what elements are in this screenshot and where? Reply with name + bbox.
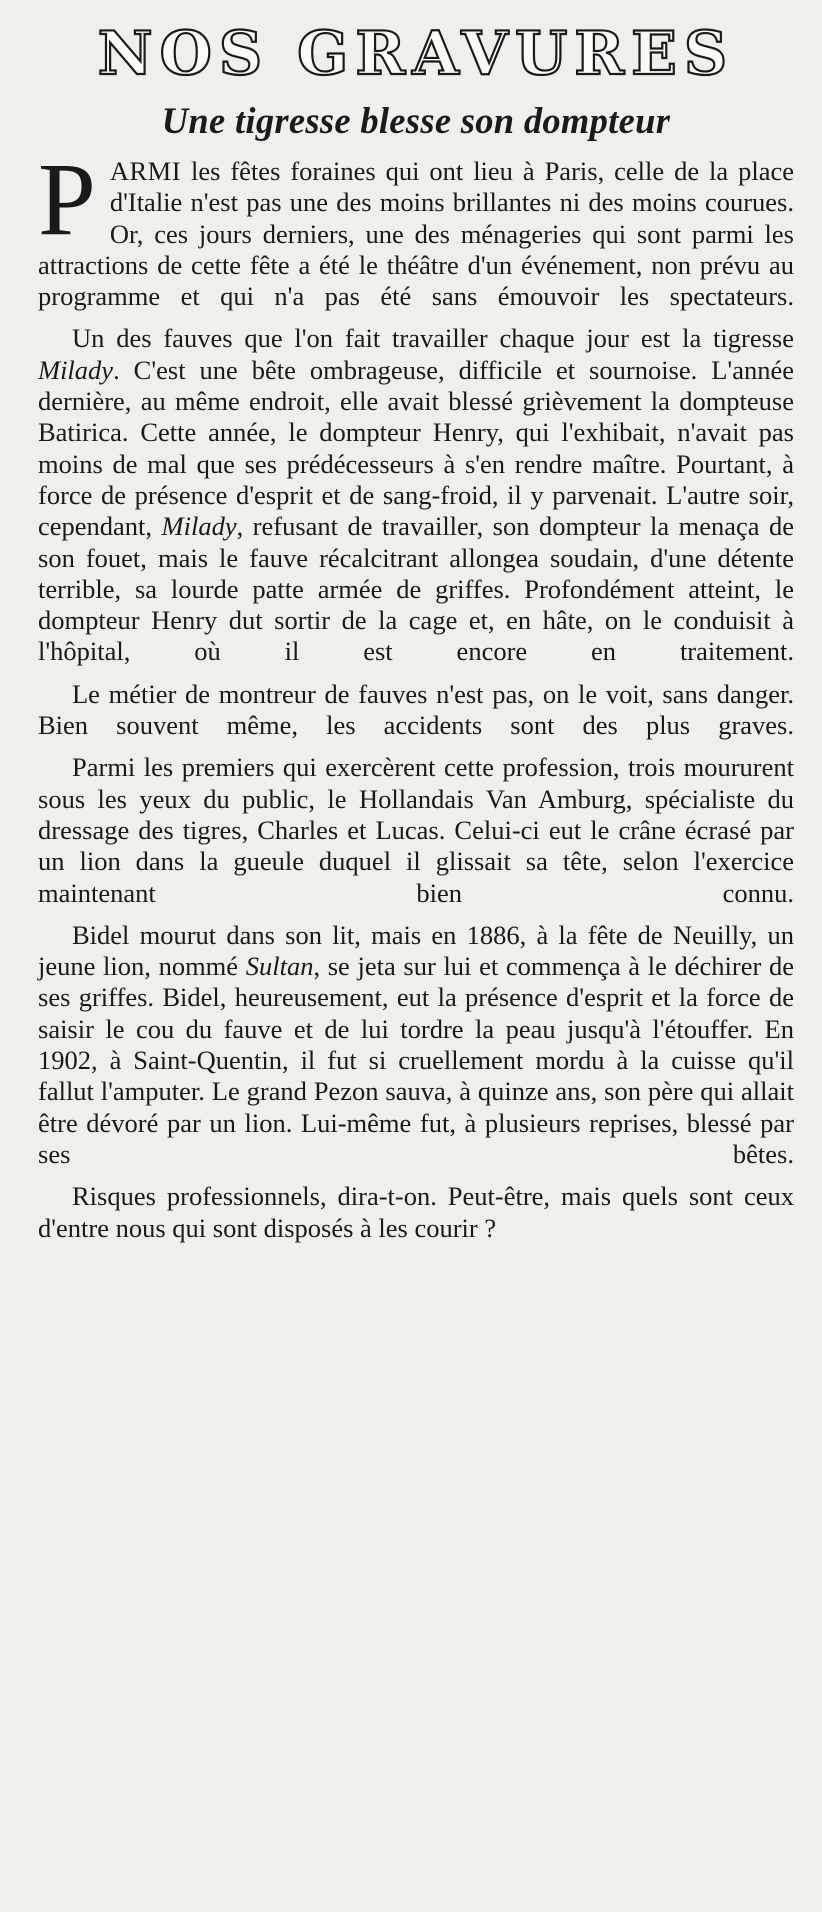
paragraph-2-text-c: . C'est une bête ombrageuse, difficile et sournoise. L'année dernière, au même endroit, elle avait blessé grièvement la dompteuse Batirica. Cette année, le dompteur Henry, qui l'exhibait, n'avait pas moins de mal que ses prédécesseurs à s'en rendre maître. Pourtant, à force de présence d'esprit et de sang-froid, il y parvenait. L'autre soir, cependant,	[38, 354, 794, 542]
paragraph-6: Risques professionnels, dira-t-on. Peut-être, mais quels sont ceux d'entre nous qui sont disposés à les courir ?	[38, 1181, 794, 1243]
tiger-name-milady-2: Milady	[161, 511, 237, 542]
article-title: Une tigresse blesse son dompteur	[161, 100, 671, 141]
paragraph-1-text: les fêtes foraines qui ont lieu à Paris, celle de la place d'Italie n'est pas une des moins brillantes ni des moins courues. Or, ces jours derniers, une des ménageries qui sont parmi les attractions de cette fête a été le théâtre d'un événement, non prévu au programme et qui n'a pas été sans émouvoir les spectateurs.	[38, 156, 794, 312]
paragraph-3: Le métier de montreur de fauves n'est pas, on le voit, sans danger. Bien souvent même, les accidents sont des plus graves.	[38, 678, 794, 741]
paragraph-2-text-e: , refusant de travailler, son dompteur la menaça de son fouet, mais le fauve récalcitrant allongea soudain, d'une détente terrible, sa lourde patte armée de griffes. Profondément atteint, le dompteur Henry dut sortir de la cage et, en hâte, on le conduisit à l'hôpital, où il est encore en traitement.	[38, 511, 794, 667]
article-body	[38, 142, 794, 1244]
paragraph-5-text-a: Bidel mourut dans son lit, mais en 1886, à la fête de Neuilly, un jeune lion, nommé	[38, 919, 794, 982]
drop-cap: P	[38, 142, 96, 257]
paragraph-5	[38, 920, 794, 1170]
tiger-name-milady: Milady	[38, 354, 114, 385]
paragraph-1	[38, 142, 794, 312]
paragraph-2	[38, 323, 794, 667]
paragraph-5-text-c: , se jeta sur lui et commença à le déchirer de ses griffes. Bidel, heureusement, eut la présence d'esprit et la force de saisir le cou du fauve et de lui tordre la peau jusqu'à l'étouffer. En 1902, à Saint-Quentin, il fut si cruellement mordu à la cuisse qu'il fallut l'amputer. Le grand Pezon sauva, à quinze ans, son père qui allait être dévoré par un lion. Lui-même fut, à plusieurs reprises, blessé par ses bêtes.	[38, 951, 794, 1169]
lion-name-sultan: Sultan	[245, 951, 314, 982]
paragraph-4: Parmi les premiers qui exercèrent cette profession, trois moururent sous les yeux du public, le Hollandais Van Amburg, spécialiste du dressage des tigres, Charles et Lucas. Celui-ci eut le crâne écrasé par un lion dans la gueule duquel il glissait sa tête, selon l'exercice maintenant bien connu.	[38, 752, 794, 908]
smallcaps-lead: ARMI	[109, 156, 182, 186]
section-headline: NOS GRAVURES	[97, 19, 735, 89]
paragraph-2-text-a: Un des fauves que l'on fait travailler chaque jour est la tigresse	[72, 323, 794, 354]
